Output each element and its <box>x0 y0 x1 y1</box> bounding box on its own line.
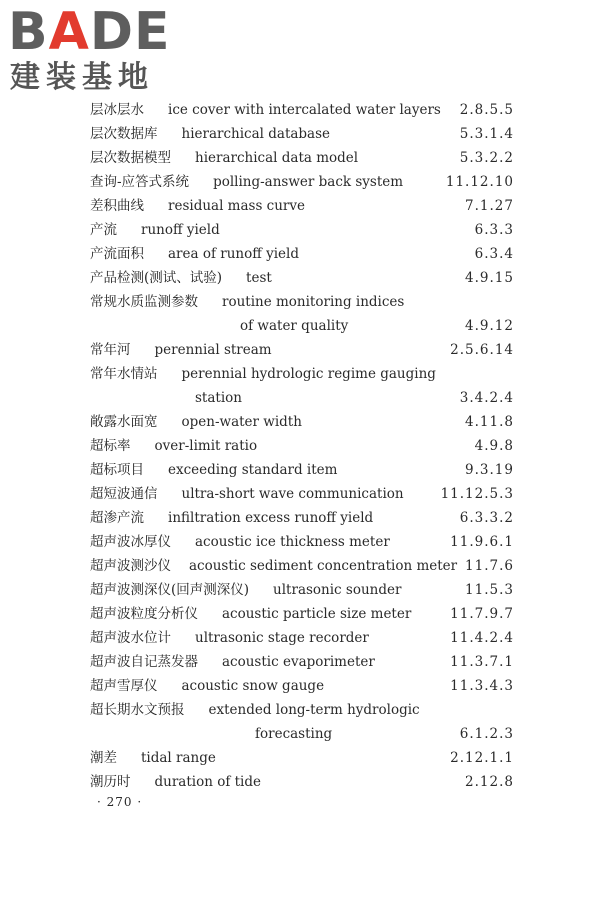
glossary-entry <box>90 650 514 674</box>
glossary-entry <box>90 146 514 170</box>
glossary-entry <box>90 578 514 602</box>
entry-english-term: ultrasonic sounder <box>273 582 402 598</box>
entry-english-term: ice cover with intercalated water layers <box>168 102 441 118</box>
entry-section-number: 4.9.12 <box>465 318 514 334</box>
entry-section-number: 6.3.3.2 <box>459 510 514 526</box>
entry-section-number: 11.12.5.3 <box>440 486 514 502</box>
entry-english-term: tidal range <box>141 750 216 766</box>
logo-wordmark: BADE <box>8 2 171 62</box>
entry-english-term: acoustic evaporimeter <box>222 654 375 670</box>
entry-chinese-term: 超声波自记蒸发器 <box>90 654 198 670</box>
entry-chinese-term: 超标项目 <box>90 462 144 478</box>
entry-english-term: runoff yield <box>141 222 220 238</box>
glossary-entry <box>90 242 514 266</box>
entry-english-term: perennial stream <box>154 342 272 358</box>
glossary-entry <box>90 266 514 290</box>
entry-section-number: 3.4.2.4 <box>459 390 514 406</box>
entry-chinese-term: 产流 <box>90 222 117 238</box>
glossary-entry <box>90 218 514 242</box>
glossary-entry <box>90 482 514 506</box>
glossary-entry-continuation <box>90 314 514 338</box>
entry-chinese-term: 常年水情站 <box>90 366 158 382</box>
glossary-entry-continuation <box>90 722 514 746</box>
glossary-entry <box>90 362 514 386</box>
entry-section-number: 11.12.10 <box>445 174 514 190</box>
glossary-entry-continuation <box>90 386 514 410</box>
entry-english-term: of water quality <box>240 318 349 334</box>
entry-english-term: exceeding standard item <box>168 462 338 478</box>
entry-chinese-term: 超短波通信 <box>90 486 158 502</box>
entry-chinese-term: 潮差 <box>90 750 117 766</box>
entry-section-number: 2.5.6.14 <box>450 342 514 358</box>
glossary-entry <box>90 626 514 650</box>
glossary-entry <box>90 554 514 578</box>
entry-english-term: forecasting <box>255 726 333 742</box>
entry-chinese-term: 超声波测沙仪 <box>90 558 171 574</box>
glossary-entry <box>90 290 514 314</box>
glossary-entry <box>90 458 514 482</box>
glossary-entry <box>90 674 514 698</box>
entry-section-number: 5.3.1.4 <box>459 126 514 142</box>
entry-english-term: acoustic sediment concentration meter <box>189 558 458 574</box>
entry-chinese-term: 超声雪厚仪 <box>90 678 158 694</box>
entry-chinese-term: 超长期水文预报 <box>90 702 185 718</box>
entry-english-term: ultra-short wave communication <box>181 486 404 502</box>
entry-section-number: 4.11.8 <box>465 414 514 430</box>
entry-chinese-term: 超渗产流 <box>90 510 144 526</box>
page-number: · 270 · <box>97 795 143 809</box>
entry-english-term: perennial hydrologic regime gauging <box>181 366 436 382</box>
entry-chinese-term: 产品检测(测试、试验) <box>90 270 223 286</box>
entry-section-number: 6.3.4 <box>474 246 514 262</box>
glossary-entry <box>90 410 514 434</box>
entry-chinese-term: 超声波水位计 <box>90 630 171 646</box>
entry-english-term: test <box>246 270 272 286</box>
glossary-entry <box>90 122 514 146</box>
entry-section-number: 4.9.15 <box>465 270 514 286</box>
entry-english-term: over-limit ratio <box>154 438 258 454</box>
entry-section-number: 11.9.6.1 <box>450 534 514 550</box>
entry-english-term: hierarchical database <box>181 126 331 142</box>
entry-english-term: extended long-term hydrologic <box>208 702 420 718</box>
entry-section-number: 11.7.9.7 <box>450 606 514 622</box>
glossary-entry <box>90 746 514 770</box>
entry-english-term: hierarchical data model <box>195 150 359 166</box>
entry-section-number: 11.5.3 <box>465 582 514 598</box>
entry-chinese-term: 敞露水面宽 <box>90 414 158 430</box>
entry-section-number: 2.8.5.5 <box>459 102 514 118</box>
entry-chinese-term: 潮历时 <box>90 774 131 790</box>
entry-section-number: 11.3.7.1 <box>450 654 514 670</box>
entry-english-term: acoustic particle size meter <box>222 606 412 622</box>
entry-english-term: infiltration excess runoff yield <box>168 510 374 526</box>
entry-section-number: 11.7.6 <box>465 558 514 574</box>
entry-section-number: 2.12.1.1 <box>450 750 514 766</box>
entry-english-term: acoustic ice thickness meter <box>195 534 390 550</box>
glossary-entry-list <box>90 98 514 794</box>
entry-chinese-term: 产流面积 <box>90 246 144 262</box>
entry-english-term: ultrasonic stage recorder <box>195 630 369 646</box>
entry-chinese-term: 查询-应答式系统 <box>90 174 190 190</box>
entry-section-number: 6.1.2.3 <box>459 726 514 742</box>
glossary-entry <box>90 506 514 530</box>
glossary-entry <box>90 434 514 458</box>
entry-chinese-term: 常年河 <box>90 342 131 358</box>
entry-chinese-term: 超声波测深仪(回声测深仪) <box>90 582 250 598</box>
entry-english-term: routine monitoring indices <box>222 294 405 310</box>
entry-section-number: 4.9.8 <box>474 438 514 454</box>
entry-chinese-term: 差积曲线 <box>90 198 144 214</box>
glossary-entry <box>90 698 514 722</box>
entry-english-term: residual mass curve <box>168 198 306 214</box>
glossary-entry <box>90 338 514 362</box>
entry-chinese-term: 层次数据模型 <box>90 150 171 166</box>
entry-english-term: polling-answer back system <box>213 174 404 190</box>
entry-section-number: 9.3.19 <box>465 462 514 478</box>
entry-chinese-term: 层冰层水 <box>90 102 144 118</box>
glossary-entry <box>90 170 514 194</box>
entry-english-term: acoustic snow gauge <box>181 678 325 694</box>
entry-section-number: 6.3.3 <box>474 222 514 238</box>
glossary-entry <box>90 602 514 626</box>
entry-section-number: 11.4.2.4 <box>450 630 514 646</box>
entry-chinese-term: 超声波冰厚仪 <box>90 534 171 550</box>
glossary-entry <box>90 98 514 122</box>
entry-english-term: area of runoff yield <box>168 246 299 262</box>
entry-section-number: 7.1.27 <box>465 198 514 214</box>
entry-chinese-term: 超标率 <box>90 438 131 454</box>
glossary-entry <box>90 194 514 218</box>
entry-chinese-term: 常规水质监测参数 <box>90 294 198 310</box>
glossary-entry <box>90 530 514 554</box>
logo <box>8 4 183 94</box>
entry-section-number: 2.12.8 <box>465 774 514 790</box>
logo-chinese-text: 建装基地 <box>10 60 154 95</box>
entry-chinese-term: 层次数据库 <box>90 126 158 142</box>
entry-section-number: 11.3.4.3 <box>450 678 514 694</box>
entry-english-term: station <box>195 390 242 406</box>
entry-english-term: duration of tide <box>154 774 261 790</box>
entry-english-term: open-water width <box>181 414 302 430</box>
glossary-entry <box>90 770 514 794</box>
entry-section-number: 5.3.2.2 <box>459 150 514 166</box>
entry-chinese-term: 超声波粒度分析仪 <box>90 606 198 622</box>
